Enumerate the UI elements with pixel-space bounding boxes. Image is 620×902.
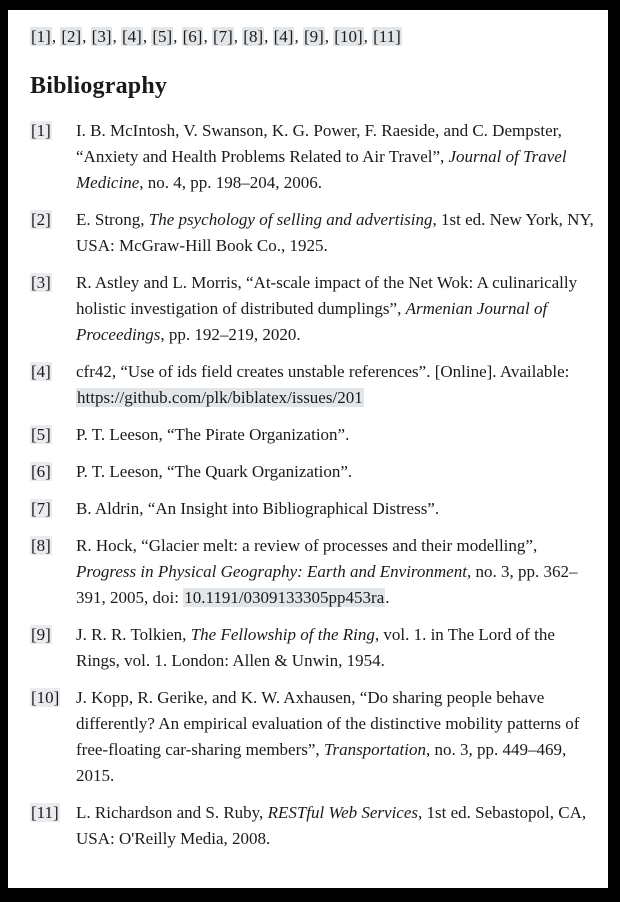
reference-title-italic: RESTful Web Services — [267, 803, 419, 822]
citation-link[interactable]: [7] — [212, 27, 233, 46]
bibliography-heading: Bibliography — [30, 73, 168, 99]
citation-separator: , — [203, 27, 212, 46]
reference-text — [76, 459, 594, 485]
reference-text — [76, 270, 594, 348]
citation-separator: , — [363, 27, 373, 46]
reference-text-segment: , pp. 192–219, 2020. — [160, 325, 301, 344]
citation-separator: , — [264, 27, 273, 46]
reference-text-segment: . — [385, 588, 390, 607]
reference-label — [30, 459, 76, 485]
reference-entry — [30, 533, 594, 611]
citation-link[interactable]: [4] — [273, 27, 294, 46]
reference-label-link[interactable]: [5] — [31, 425, 51, 444]
citation-separator: , — [142, 27, 152, 46]
reference-title-italic: Transportation — [323, 740, 426, 759]
reference-text — [76, 118, 594, 196]
reference-entry — [30, 685, 594, 789]
reference-text-segment: P. T. Leeson, “The Pirate Organization”. — [76, 425, 350, 444]
reference-entry — [30, 207, 594, 259]
citation-link[interactable]: [4] — [121, 27, 142, 46]
citation-separator: , — [51, 27, 61, 46]
citation-link[interactable]: [1] — [31, 27, 51, 46]
reference-label-link[interactable]: [8] — [31, 536, 51, 555]
citation-separator: , — [82, 27, 91, 46]
reference-label — [30, 207, 76, 233]
reference-label — [30, 533, 76, 559]
reference-entry — [30, 496, 594, 522]
reference-text-segment: L. Richardson and S. Ruby, — [76, 803, 268, 822]
reference-text-segment: , 1st ed. New York, NY, USA: McGraw-Hill Book Co., 1925. — [76, 210, 594, 255]
reference-label-link[interactable]: [11] — [31, 803, 59, 822]
reference-text — [76, 359, 594, 411]
reference-title-italic: Armenian Journal of Proceedings — [76, 299, 548, 344]
citation-link[interactable]: [9] — [303, 27, 324, 46]
citation-link[interactable]: [3] — [91, 27, 112, 46]
reference-label-link[interactable]: [10] — [31, 688, 60, 707]
citation-link[interactable]: [8] — [243, 27, 264, 46]
citation-link[interactable]: [6] — [182, 27, 203, 46]
reference-text-segment: J. R. R. Tolkien, — [76, 625, 191, 644]
reference-label — [30, 270, 76, 296]
reference-label-link[interactable]: [1] — [31, 121, 51, 140]
reference-text-segment: , no. 3, pp. 449–469, 2015. — [76, 740, 567, 785]
reference-label-link[interactable]: [4] — [31, 362, 51, 381]
reference-text — [76, 496, 594, 522]
reference-label — [30, 685, 76, 711]
citation-link[interactable]: [5] — [152, 27, 173, 46]
reference-text-segment: , 1st ed. Sebastopol, CA, USA: O'Reilly Media, 2008. — [76, 803, 587, 848]
reference-label-link[interactable]: [3] — [31, 273, 51, 292]
reference-text-segment: cfr42, “Use of ids field creates unstable references”. [Online]. Available: — [76, 362, 570, 381]
reference-entry — [30, 359, 594, 411]
citation-link[interactable]: [11] — [373, 27, 401, 46]
reference-entry — [30, 800, 594, 852]
reference-title-italic: Progress in Physical Geography: Earth and Environment — [76, 562, 467, 581]
reference-entry — [30, 622, 594, 674]
reference-text-segment: P. T. Leeson, “The Quark Organization”. — [76, 462, 353, 481]
reference-text-segment: R. Astley and L. Morris, “At-scale impact of the Net Wok: A culinarically holistic investigation of distributed dumplings”, — [76, 273, 578, 318]
reference-text-segment: E. Strong, — [76, 210, 149, 229]
reference-text-segment: , vol. 1. in The Lord of the Rings, vol. 1. London: Allen & Unwin, 1954. — [76, 625, 555, 670]
reference-entry — [30, 459, 594, 485]
reference-label-link[interactable]: [2] — [31, 210, 51, 229]
reference-text-segment: R. Hock, “Glacier melt: a review of processes and their modelling”, — [76, 536, 538, 555]
reference-text — [76, 622, 594, 674]
reference-text — [76, 422, 594, 448]
reference-text-segment: I. B. McIntosh, V. Swanson, K. G. Power, F. Raeside, and C. Dempster, “Anxiety and Health Problems Related to Air Travel”, — [76, 121, 562, 166]
reference-label — [30, 622, 76, 648]
document-page — [8, 10, 608, 888]
reference-label — [30, 496, 76, 522]
reference-label-link[interactable]: [9] — [31, 625, 51, 644]
citation-link[interactable]: [10] — [334, 27, 363, 46]
reference-title-italic: Journal of Travel Medicine — [76, 147, 567, 192]
citation-separator: , — [233, 27, 243, 46]
citation-separator: , — [173, 27, 182, 46]
reference-label — [30, 422, 76, 448]
reference-text — [76, 685, 594, 789]
citation-separator: , — [112, 27, 121, 46]
reference-url-link[interactable]: 10.1191/0309133305pp453ra — [184, 588, 385, 607]
reference-text — [76, 533, 594, 611]
reference-label — [30, 359, 76, 385]
reference-text — [76, 800, 594, 852]
citation-separator: , — [324, 27, 334, 46]
reference-url-link[interactable]: https://github.com/plk/biblatex/issues/201 — [77, 388, 363, 407]
reference-entry — [30, 270, 594, 348]
reference-entry — [30, 422, 594, 448]
references-list — [30, 118, 594, 852]
citation-link[interactable]: [2] — [61, 27, 82, 46]
reference-label — [30, 800, 76, 826]
reference-text-segment: J. Kopp, R. Gerike, and K. W. Axhausen, “Do sharing people behave differently? An empirical evaluation of the distinctive mobility patterns of free-floating car-sharing members”, — [76, 688, 580, 759]
reference-text-segment: B. Aldrin, “An Insight into Bibliographical Distress”. — [76, 499, 440, 518]
reference-entry — [30, 118, 594, 196]
reference-text-segment: , no. 3, pp. 362–391, 2005, doi: — [76, 562, 578, 607]
reference-text-segment: , no. 4, pp. 198–204, 2006. — [139, 173, 322, 192]
citation-line — [30, 23, 592, 50]
reference-title-italic: The psychology of selling and advertising — [148, 210, 433, 229]
reference-label — [30, 118, 76, 144]
reference-text — [76, 207, 594, 259]
reference-label-link[interactable]: [6] — [31, 462, 51, 481]
reference-label-link[interactable]: [7] — [31, 499, 51, 518]
citation-separator: , — [294, 27, 303, 46]
reference-title-italic: The Fellowship of the Ring — [190, 625, 375, 644]
